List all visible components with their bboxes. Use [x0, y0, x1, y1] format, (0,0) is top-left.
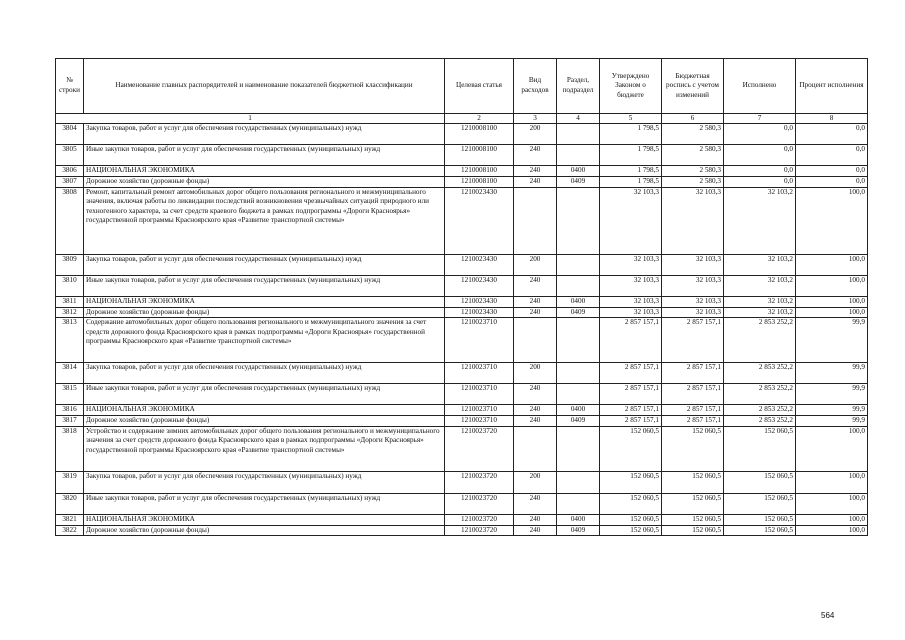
row-percent: 100,0 — [796, 296, 868, 307]
row-approved: 32 103,3 — [600, 296, 662, 307]
row-budget: 2 857 157,1 — [662, 384, 724, 405]
table-row — [56, 318, 868, 363]
row-percent: 0,0 — [796, 177, 868, 188]
row-name: Дорожное хозяйство (дорожные фонды) — [84, 525, 445, 536]
row-kind — [514, 318, 557, 363]
row-section: 0409 — [557, 177, 600, 188]
row-executed: 2 853 252,2 — [724, 318, 796, 363]
table-row — [56, 177, 868, 188]
row-target: 1210023430 — [445, 254, 514, 275]
row-name: Дорожное хозяйство (дорожные фонды) — [84, 416, 445, 427]
row-number: 3808 — [56, 187, 84, 254]
row-executed: 0,0 — [724, 145, 796, 166]
row-target: 1210023720 — [445, 525, 514, 536]
row-section — [557, 363, 600, 384]
row-target: 1210008100 — [445, 145, 514, 166]
row-executed: 32 103,2 — [724, 275, 796, 296]
row-percent: 100,0 — [796, 471, 868, 493]
row-approved: 152 060,5 — [600, 514, 662, 525]
row-section: 0409 — [557, 525, 600, 536]
row-number: 3822 — [56, 525, 84, 536]
column-number-8: 8 — [796, 114, 868, 124]
row-name: Иные закупки товаров, работ и услуг для обеспечения государственных (муниципальных) нужд — [84, 275, 445, 296]
row-percent: 100,0 — [796, 275, 868, 296]
row-target: 1210008100 — [445, 124, 514, 145]
column-number-3: 3 — [514, 114, 557, 124]
row-kind: 240 — [514, 514, 557, 525]
row-name: Дорожное хозяйство (дорожные фонды) — [84, 177, 445, 188]
row-section — [557, 254, 600, 275]
row-budget: 2 580,3 — [662, 166, 724, 177]
row-approved: 2 857 157,1 — [600, 384, 662, 405]
row-approved: 152 060,5 — [600, 471, 662, 493]
row-approved: 2 857 157,1 — [600, 318, 662, 363]
row-percent: 99,9 — [796, 384, 868, 405]
header-col-percent: Процент исполнения — [796, 59, 868, 114]
row-approved: 32 103,3 — [600, 275, 662, 296]
row-target: 1210023710 — [445, 318, 514, 363]
row-budget: 32 103,3 — [662, 275, 724, 296]
row-percent: 99,9 — [796, 405, 868, 416]
row-target: 1210023430 — [445, 296, 514, 307]
row-executed: 152 060,5 — [724, 493, 796, 514]
row-kind: 200 — [514, 363, 557, 384]
row-approved: 2 857 157,1 — [600, 405, 662, 416]
row-budget: 152 060,5 — [662, 426, 724, 471]
row-executed: 0,0 — [724, 124, 796, 145]
table-body — [56, 124, 868, 536]
row-percent: 0,0 — [796, 124, 868, 145]
row-section — [557, 275, 600, 296]
table-row — [56, 525, 868, 536]
row-executed: 32 103,2 — [724, 254, 796, 275]
row-target: 1210008100 — [445, 177, 514, 188]
row-number: 3810 — [56, 275, 84, 296]
row-executed: 2 853 252,2 — [724, 405, 796, 416]
table-row — [56, 307, 868, 318]
row-executed: 2 853 252,2 — [724, 416, 796, 427]
row-kind: 240 — [514, 307, 557, 318]
row-section — [557, 493, 600, 514]
row-kind: 200 — [514, 471, 557, 493]
table-row — [56, 405, 868, 416]
budget-table — [55, 58, 868, 536]
row-percent: 100,0 — [796, 307, 868, 318]
row-section: 0400 — [557, 296, 600, 307]
row-section — [557, 187, 600, 254]
row-target: 1210023430 — [445, 275, 514, 296]
row-section — [557, 471, 600, 493]
row-section — [557, 426, 600, 471]
row-executed: 152 060,5 — [724, 525, 796, 536]
table-row — [56, 275, 868, 296]
table-row — [56, 514, 868, 525]
row-executed: 0,0 — [724, 166, 796, 177]
row-section — [557, 145, 600, 166]
table-row — [56, 471, 868, 493]
row-budget: 152 060,5 — [662, 525, 724, 536]
table-row — [56, 187, 868, 254]
row-name: НАЦИОНАЛЬНАЯ ЭКОНОМИКА — [84, 405, 445, 416]
row-section: 0400 — [557, 166, 600, 177]
row-number: 3816 — [56, 405, 84, 416]
row-kind: 240 — [514, 166, 557, 177]
row-number: 3819 — [56, 471, 84, 493]
header-col-approved: Утверждено Законом о бюджете — [600, 59, 662, 114]
row-percent: 99,9 — [796, 318, 868, 363]
row-number: 3811 — [56, 296, 84, 307]
row-kind — [514, 187, 557, 254]
row-percent: 100,0 — [796, 514, 868, 525]
row-number: 3818 — [56, 426, 84, 471]
row-percent: 100,0 — [796, 493, 868, 514]
row-target: 1210023430 — [445, 187, 514, 254]
table-row — [56, 384, 868, 405]
header-col-budget: Бюджетная роспись с учетом изменений — [662, 59, 724, 114]
row-number: 3817 — [56, 416, 84, 427]
header-col-no: № строки — [56, 59, 84, 114]
row-name: Закупка товаров, работ и услуг для обеспечения государственных (муниципальных) нужд — [84, 124, 445, 145]
row-name: Иные закупки товаров, работ и услуг для обеспечения государственных (муниципальных) нужд — [84, 145, 445, 166]
column-number-7: 7 — [724, 114, 796, 124]
row-name: НАЦИОНАЛЬНАЯ ЭКОНОМИКА — [84, 296, 445, 307]
row-budget: 2 857 157,1 — [662, 363, 724, 384]
row-section: 0400 — [557, 405, 600, 416]
column-number-4: 4 — [557, 114, 600, 124]
row-number: 3805 — [56, 145, 84, 166]
row-percent: 0,0 — [796, 166, 868, 177]
table-row — [56, 254, 868, 275]
row-executed: 2 853 252,2 — [724, 384, 796, 405]
column-number-row — [56, 114, 868, 124]
row-kind: 240 — [514, 416, 557, 427]
row-name: НАЦИОНАЛЬНАЯ ЭКОНОМИКА — [84, 514, 445, 525]
row-executed: 0,0 — [724, 177, 796, 188]
row-section: 0400 — [557, 514, 600, 525]
row-name: Закупка товаров, работ и услуг для обеспечения государственных (муниципальных) нужд — [84, 363, 445, 384]
row-target: 1210023720 — [445, 514, 514, 525]
row-approved: 2 857 157,1 — [600, 416, 662, 427]
row-number: 3804 — [56, 124, 84, 145]
row-executed: 32 103,2 — [724, 296, 796, 307]
row-name: Закупка товаров, работ и услуг для обеспечения государственных (муниципальных) нужд — [84, 254, 445, 275]
row-approved: 1 798,5 — [600, 124, 662, 145]
row-budget: 2 580,3 — [662, 177, 724, 188]
row-executed: 32 103,2 — [724, 187, 796, 254]
row-kind: 200 — [514, 124, 557, 145]
row-name: Устройство и содержание зимних автомобильных дорог общего пользования регионального и межмуниципального значения за счет средств дорожного фонда Красноярского края в рамках подпрограммы «Дороги Красноярья» государственной программы Красноярского края «Развитие транспортной системы» — [84, 426, 445, 471]
row-percent: 100,0 — [796, 426, 868, 471]
row-kind: 240 — [514, 493, 557, 514]
row-target: 1210023710 — [445, 405, 514, 416]
table-row — [56, 416, 868, 427]
row-section — [557, 124, 600, 145]
row-section: 0409 — [557, 416, 600, 427]
column-number-1: 1 — [56, 114, 445, 124]
row-budget: 2 857 157,1 — [662, 405, 724, 416]
row-target: 1210008100 — [445, 166, 514, 177]
row-budget: 152 060,5 — [662, 514, 724, 525]
row-budget: 2 857 157,1 — [662, 318, 724, 363]
row-executed: 152 060,5 — [724, 514, 796, 525]
table-row — [56, 493, 868, 514]
row-approved: 32 103,3 — [600, 307, 662, 318]
row-kind: 240 — [514, 384, 557, 405]
row-number: 3821 — [56, 514, 84, 525]
row-approved: 1 798,5 — [600, 177, 662, 188]
row-number: 3807 — [56, 177, 84, 188]
row-name: Дорожное хозяйство (дорожные фонды) — [84, 307, 445, 318]
row-budget: 32 103,3 — [662, 296, 724, 307]
row-name: Закупка товаров, работ и услуг для обеспечения государственных (муниципальных) нужд — [84, 471, 445, 493]
row-target: 1210023710 — [445, 384, 514, 405]
row-percent: 0,0 — [796, 145, 868, 166]
row-approved: 1 798,5 — [600, 166, 662, 177]
row-name: Иные закупки товаров, работ и услуг для обеспечения государственных (муниципальных) нужд — [84, 493, 445, 514]
row-approved: 32 103,3 — [600, 254, 662, 275]
row-target: 1210023720 — [445, 493, 514, 514]
row-kind: 240 — [514, 525, 557, 536]
table-row — [56, 296, 868, 307]
row-percent: 100,0 — [796, 254, 868, 275]
row-budget: 2 580,3 — [662, 145, 724, 166]
row-target: 1210023720 — [445, 471, 514, 493]
row-name: Иные закупки товаров, работ и услуг для обеспечения государственных (муниципальных) нужд — [84, 384, 445, 405]
row-executed: 32 103,2 — [724, 307, 796, 318]
row-budget: 152 060,5 — [662, 493, 724, 514]
row-number: 3814 — [56, 363, 84, 384]
row-target: 1210023430 — [445, 307, 514, 318]
table-row — [56, 166, 868, 177]
header-col-target: Целевая статья — [445, 59, 514, 114]
row-target: 1210023710 — [445, 363, 514, 384]
page-number: 564 — [821, 611, 835, 620]
row-number: 3809 — [56, 254, 84, 275]
row-kind: 200 — [514, 254, 557, 275]
row-kind: 240 — [514, 405, 557, 416]
table-row — [56, 124, 868, 145]
row-budget: 2 580,3 — [662, 124, 724, 145]
row-kind: 240 — [514, 296, 557, 307]
row-name: Содержание автомобильных дорог общего пользования регионального и межмуниципального значения за счет средств дорожного фонда Красноярского края в рамках подпрограммы «Дороги Красноярья» государственной программы Красноярского края «Развитие транспортной системы» — [84, 318, 445, 363]
column-number-5: 5 — [600, 114, 662, 124]
row-name: Ремонт, капитальный ремонт автомобильных дорог общего пользования регионального и межмуниципального значения, включая работы по ликвидации последствий возникновения чрезвычайных ситуаций природного или техногенного характера, за счет средств краевого бюджета в рамках подпрограммы «Дороги Красноярья» государственной программы Красноярского края «Развитие транспортной системы» — [84, 187, 445, 254]
header-col-name: Наименование главных распорядителей и наименование показателей бюджетной классификации — [84, 59, 445, 114]
header-col-kind: Вид расходов — [514, 59, 557, 114]
row-name: НАЦИОНАЛЬНАЯ ЭКОНОМИКА — [84, 166, 445, 177]
table-row — [56, 426, 868, 471]
row-target: 1210023720 — [445, 426, 514, 471]
row-budget: 2 857 157,1 — [662, 416, 724, 427]
row-percent: 100,0 — [796, 525, 868, 536]
row-executed: 152 060,5 — [724, 426, 796, 471]
row-approved: 32 103,3 — [600, 187, 662, 254]
row-kind: 240 — [514, 275, 557, 296]
row-executed: 152 060,5 — [724, 471, 796, 493]
row-kind: 240 — [514, 145, 557, 166]
row-number: 3812 — [56, 307, 84, 318]
row-number: 3815 — [56, 384, 84, 405]
row-approved: 152 060,5 — [600, 426, 662, 471]
row-budget: 32 103,3 — [662, 187, 724, 254]
budget-table-sheet — [55, 58, 867, 536]
header-col-executed: Исполнено — [724, 59, 796, 114]
row-budget: 32 103,3 — [662, 307, 724, 318]
row-kind — [514, 426, 557, 471]
row-percent: 99,9 — [796, 416, 868, 427]
row-budget: 152 060,5 — [662, 471, 724, 493]
header-row — [56, 59, 868, 114]
row-approved: 152 060,5 — [600, 493, 662, 514]
row-number: 3820 — [56, 493, 84, 514]
header-col-section: Раздел, подраздел — [557, 59, 600, 114]
row-section: 0409 — [557, 307, 600, 318]
row-kind: 240 — [514, 177, 557, 188]
table-row — [56, 363, 868, 384]
row-section — [557, 318, 600, 363]
row-number: 3806 — [56, 166, 84, 177]
column-number-2: 2 — [445, 114, 514, 124]
table-row — [56, 145, 868, 166]
row-budget: 32 103,3 — [662, 254, 724, 275]
row-percent: 99,9 — [796, 363, 868, 384]
row-target: 1210023710 — [445, 416, 514, 427]
row-approved: 1 798,5 — [600, 145, 662, 166]
row-approved: 152 060,5 — [600, 525, 662, 536]
row-section — [557, 384, 600, 405]
column-number-6: 6 — [662, 114, 724, 124]
row-percent: 100,0 — [796, 187, 868, 254]
row-approved: 2 857 157,1 — [600, 363, 662, 384]
row-number: 3813 — [56, 318, 84, 363]
row-executed: 2 853 252,2 — [724, 363, 796, 384]
